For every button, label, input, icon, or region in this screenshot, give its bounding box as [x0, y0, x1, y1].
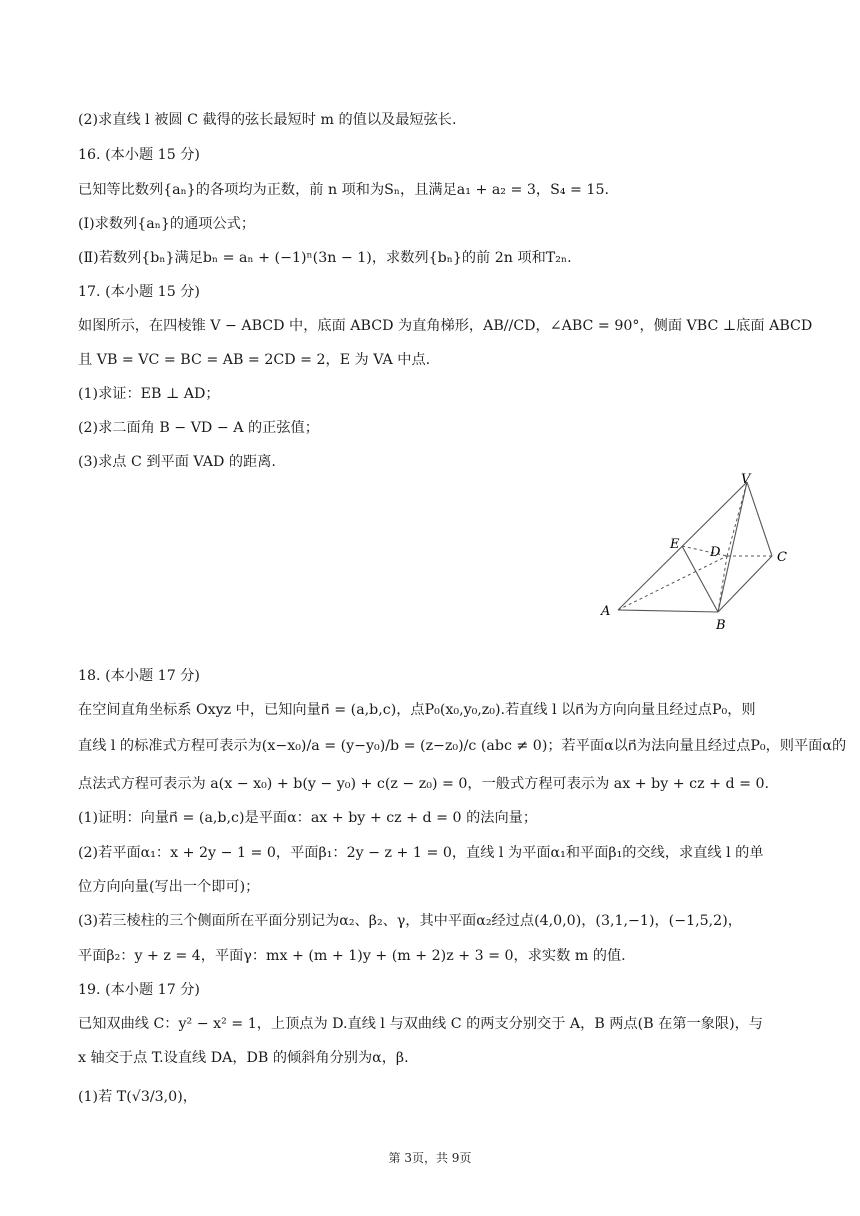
text-line: (2)若平面α₁：x + 2y − 1 = 0，平面β₁：2y − z + 1 = 0，直线 l 为平面α₁和平面β₁的交线，求直线 l 的单 — [78, 845, 764, 861]
text-line: (1)若 T(√3/3,0)， — [78, 1089, 197, 1105]
text-line: 位方向向量(写出一个即可)； — [78, 879, 260, 895]
text-line: (Ⅰ)求数列{aₙ}的通项公式； — [78, 216, 256, 232]
text-line: 已知双曲线 C：y² − x² = 1，上顶点为 D.直线 l 与双曲线 C 的两支分别交于 A，B 两点(B 在第一象限)，与 — [78, 1016, 763, 1032]
text-line: (2)求直线 l 被圆 C 截得的弦长最短时 m 的值以及最短弦长. — [78, 112, 457, 128]
text-line: (1)证明：向量n⃗ = (a,b,c)是平面α：ax + by + cz + d = 0 的法向量； — [78, 810, 538, 826]
text-line: 且 VB = VC = BC = AB = 2CD = 2，E 为 VA 中点. — [78, 352, 431, 368]
text-line: 直线 l 的标准式方程可表示为(x−x₀)/a = (y−y₀)/b = (z−z₀)/c (abc ≠ 0)；若平面α以n⃗为法向量且经过点P₀，则平面α的 — [78, 738, 847, 754]
text-line: (2)求二面角 B − VD − A 的正弦值； — [78, 420, 319, 436]
problem-17-heading: 17. (本小题 15 分) — [78, 284, 200, 300]
text-line: 平面β₂：y + z = 4，平面γ：mx + (m + 1)y + (m + 2)z + 3 = 0，求实数 m 的值. — [78, 948, 626, 964]
vertex-label-v: V — [741, 472, 751, 487]
vertex-label-d: D — [710, 545, 721, 560]
text-line: (Ⅱ)若数列{bₙ}满足bₙ = aₙ + (−1)ⁿ(3n − 1)，求数列{bₙ}的前 2n 项和T₂ₙ. — [78, 250, 572, 266]
problem-19-heading: 19. (本小题 17 分) — [78, 982, 200, 998]
text-line: x 轴交于点 T.设直线 DA，DB 的倾斜角分别为α，β. — [78, 1050, 409, 1066]
text-line: 点法式方程可表示为 a(x − x₀) + b(y − y₀) + c(z − z₀) = 0，一般式方程可表示为 ax + by + cz + d = 0. — [78, 776, 770, 792]
vertex-label-a: A — [601, 604, 611, 619]
text-line: (1)求证：EB ⊥ AD； — [78, 386, 220, 402]
text-line: 已知等比数列{aₙ}的各项均为正数，前 n 项和为Sₙ，且满足a₁ + a₂ = 3，S₄ = 15. — [78, 182, 609, 198]
text-line: (3)求点 C 到平面 VAD 的距离. — [78, 454, 276, 470]
text-line: 在空间直角坐标系 Oxyz 中，已知向量n⃗ = (a,b,c)，点P₀(x₀,y₀,z₀).若直线 l 以n⃗为方向向量且经过点P₀，则 — [78, 702, 756, 718]
vertex-label-c: C — [777, 550, 787, 565]
problem-16-heading: 16. (本小题 15 分) — [78, 147, 200, 163]
vertex-label-e: E — [670, 537, 680, 552]
page-footer: 第 3页，共 9页 — [388, 1151, 472, 1165]
vertex-label-b: B — [716, 618, 726, 633]
pyramid-figure — [590, 466, 800, 636]
text-line: (3)若三棱柱的三个侧面所在平面分别记为α₂、β₂、γ，其中平面α₂经过点(4,0,0)，(3,1,−1)，(−1,5,2)， — [78, 913, 742, 929]
text-line: 如图所示，在四棱锥 V − ABCD 中，底面 ABCD 为直角梯形，AB//CD，∠ABC = 90°，侧面 VBC ⊥底面 ABCD — [78, 318, 813, 334]
problem-18-heading: 18. (本小题 17 分) — [78, 668, 200, 684]
